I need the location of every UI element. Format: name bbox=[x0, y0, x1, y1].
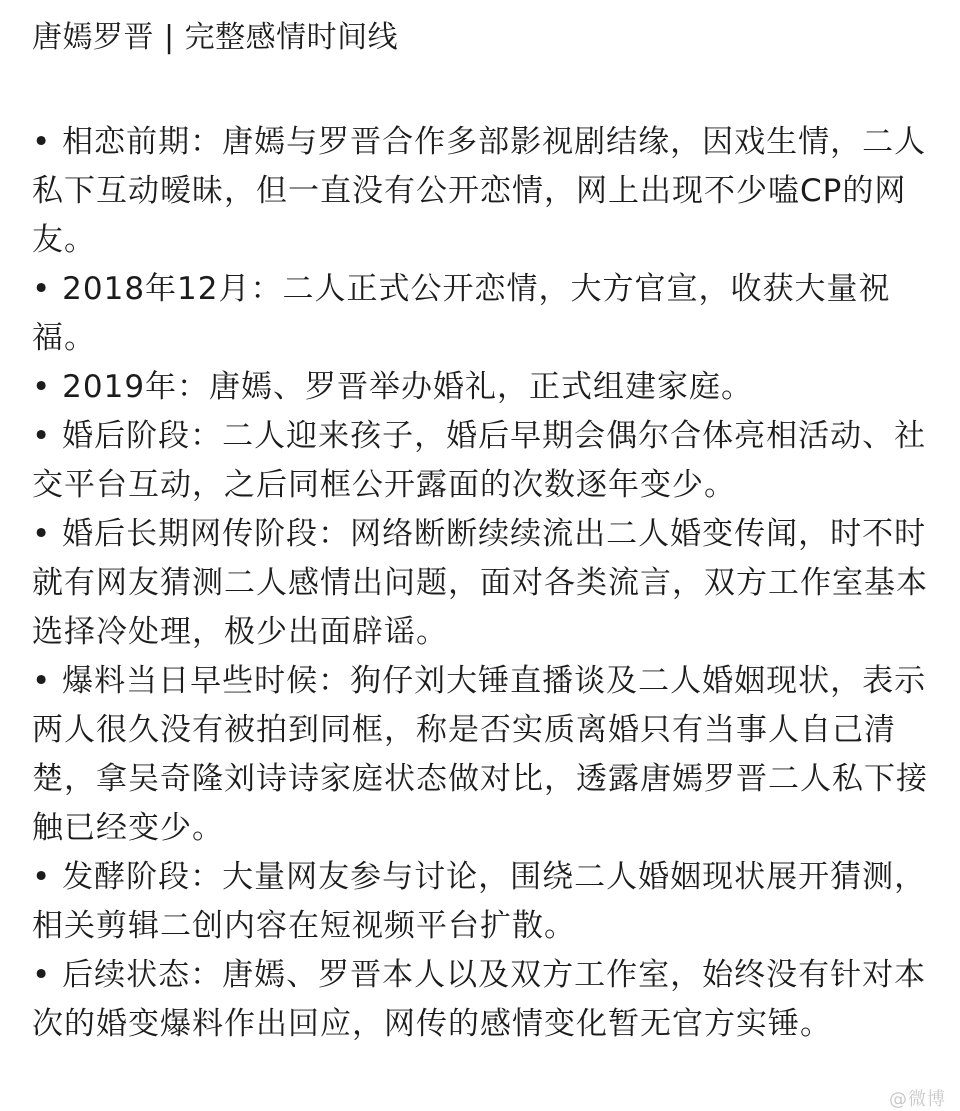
bullet-icon: • bbox=[32, 663, 52, 699]
timeline-entry-text: 婚后阶段：二人迎来孩子，婚后早期会偶尔合体亮相活动、社交平台互动，之后同框公开露面的次数逐年变少。 bbox=[32, 418, 927, 503]
timeline-entry-7 bbox=[32, 853, 928, 951]
timeline-entry-text: 爆料当日早些时候：狗仔刘大锤直播谈及二人婚姻现状，表示两人很久没有被拍到同框，称是否实质离婚只有当事人自己清楚，拿吴奇隆刘诗诗家庭状态做对比，透露唐嫣罗晋二人私下接触已经变少。 bbox=[32, 663, 928, 846]
timeline-entry-text: 2019年：唐嫣、罗晋举办婚礼，正式组建家庭。 bbox=[62, 369, 754, 405]
bullet-icon: • bbox=[32, 859, 52, 895]
timeline-entry-6 bbox=[32, 657, 928, 853]
timeline-entry-4 bbox=[32, 412, 928, 510]
bullet-icon: • bbox=[32, 124, 52, 160]
timeline-entry-3 bbox=[32, 363, 928, 412]
timeline-entry-text: 2018年12月：二人正式公开恋情，大方官宣，收获大量祝福。 bbox=[32, 271, 891, 356]
timeline-entry-text: 相恋前期：唐嫣与罗晋合作多部影视剧结缘，因戏生情，二人私下互动暧昧，但一直没有公开恋情，网上出现不少嗑CP的网友。 bbox=[32, 124, 927, 258]
timeline-entry-text: 婚后长期网传阶段：网络断断续续流出二人婚变传闻，时不时就有网友猜测二人感情出问题，面对各类流言，双方工作室基本选择冷处理，极少出面辟谣。 bbox=[32, 516, 928, 650]
bullet-icon: • bbox=[32, 271, 52, 307]
bullet-icon: • bbox=[32, 957, 52, 993]
timeline-entry-2 bbox=[32, 265, 928, 363]
watermark: @微博 bbox=[889, 1089, 946, 1110]
timeline-entry-text: 发酵阶段：大量网友参与讨论，围绕二人婚姻现状展开猜测，相关剪辑二创内容在短视频平台扩散。 bbox=[32, 859, 927, 944]
page-title: 唐嫣罗晋 | 完整感情时间线 bbox=[32, 20, 399, 55]
bullet-icon: • bbox=[32, 516, 52, 552]
timeline-list bbox=[32, 118, 928, 1049]
bullet-icon: • bbox=[32, 418, 52, 454]
bullet-icon: • bbox=[32, 369, 52, 405]
timeline-entry-text: 后续状态：唐嫣、罗晋本人以及双方工作室，始终没有针对本次的婚变爆料作出回应，网传的感情变化暂无官方实锤。 bbox=[32, 957, 927, 1042]
timeline-entry-5 bbox=[32, 510, 928, 657]
timeline-entry-8 bbox=[32, 951, 928, 1049]
timeline-entry-1 bbox=[32, 118, 928, 265]
